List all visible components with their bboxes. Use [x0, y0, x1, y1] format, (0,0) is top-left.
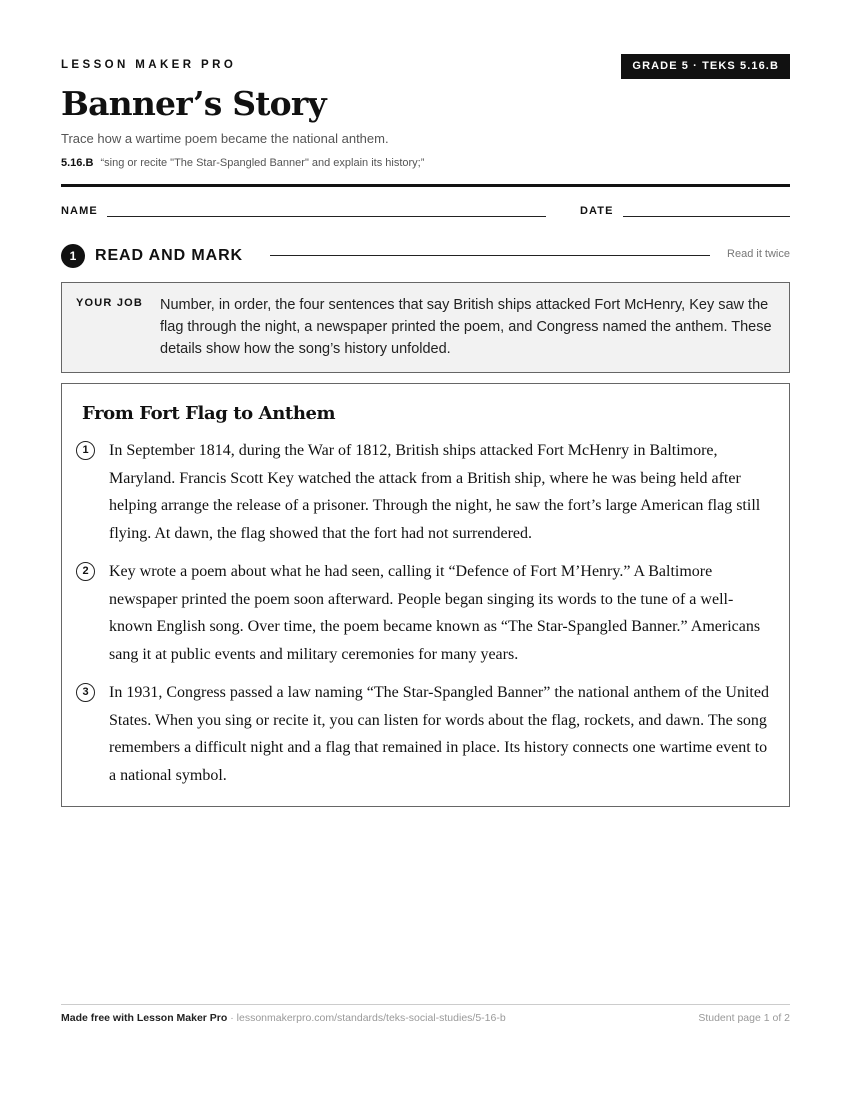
- page-title: Banner’s Story: [61, 84, 326, 123]
- paragraph-number-badge: 2: [76, 562, 95, 581]
- footer-made-with: Made free with Lesson Maker Pro: [61, 1012, 228, 1024]
- paragraph-text: In September 1814, during the War of 1812, British ships attacked Fort McHenry in Baltimore, Maryland. Francis Scott Key watched the attack from a British ship, where he was being held after helping arrange the release of a prisoner. Through the night, he saw the fort’s large American flag still flying. At dawn, the flag showed that the fort had not surrendered.: [109, 442, 761, 542]
- paragraph-text: Key wrote a poem about what he had seen, calling it “Defence of Fort M’Henry.” A Baltimore newspaper printed the poem soon afterward. People began singing its words to the tune of a well-known English song. Over time, the poem became known as “The Star-Spangled Banner.” Americans sang it at public events and military ceremonies for many years.: [109, 563, 761, 663]
- paragraph-text: In 1931, Congress passed a law naming “The Star-Spangled Banner” the national anthem of the United States. When you sing or recite it, you can listen for words about the flag, rockets, and dawn. The song remembers a difficult night and a flag that remained in place. Its history connects one wartime event to a national symbol.: [109, 684, 769, 784]
- worksheet-page: [61, 0, 790, 1100]
- section-hint: Read it twice: [727, 248, 790, 260]
- paragraph-number-badge: 1: [76, 441, 95, 460]
- reading-passage: [61, 383, 790, 807]
- paragraph-number-badge: 3: [76, 683, 95, 702]
- date-label: DATE: [580, 205, 614, 217]
- name-label: NAME: [61, 205, 98, 217]
- date-field[interactable]: [623, 216, 790, 217]
- section-title: READ AND MARK: [95, 247, 243, 264]
- footer-url[interactable]: · lessonmakerpro.com/standards/teks-social-studies/5-16-b: [227, 1012, 506, 1024]
- passage-title: From Fort Flag to Anthem: [82, 403, 336, 424]
- standard-text: “sing or recite "The Star-Spangled Banner" and explain its history;”: [100, 157, 425, 169]
- brand-wordmark: LESSON MAKER PRO: [61, 59, 237, 71]
- standard-line: [61, 157, 424, 169]
- grade-badge: GRADE 5 · TEKS 5.16.B: [621, 54, 790, 79]
- name-field[interactable]: [107, 216, 546, 217]
- your-job-text: Number, in order, the four sentences that say British ships attacked Fort McHenry, Key saw the flag through the night, a newspaper printed the poem, and Congress named the anthem. These details show how the song’s history unfolded.: [160, 297, 772, 357]
- page-subtitle: Trace how a wartime poem became the national anthem.: [61, 131, 389, 146]
- step-number-badge: 1: [61, 244, 85, 268]
- section-rule: [270, 255, 710, 256]
- section-header: [61, 244, 790, 268]
- your-job-box: [61, 282, 790, 373]
- header-divider: [61, 184, 790, 187]
- footer-divider: [61, 1004, 790, 1005]
- footer-page-number: Student page 1 of 2: [698, 1012, 790, 1024]
- standard-code: 5.16.B: [61, 157, 94, 169]
- footer-credit: [61, 1012, 506, 1024]
- your-job-label: YOUR JOB: [76, 297, 144, 309]
